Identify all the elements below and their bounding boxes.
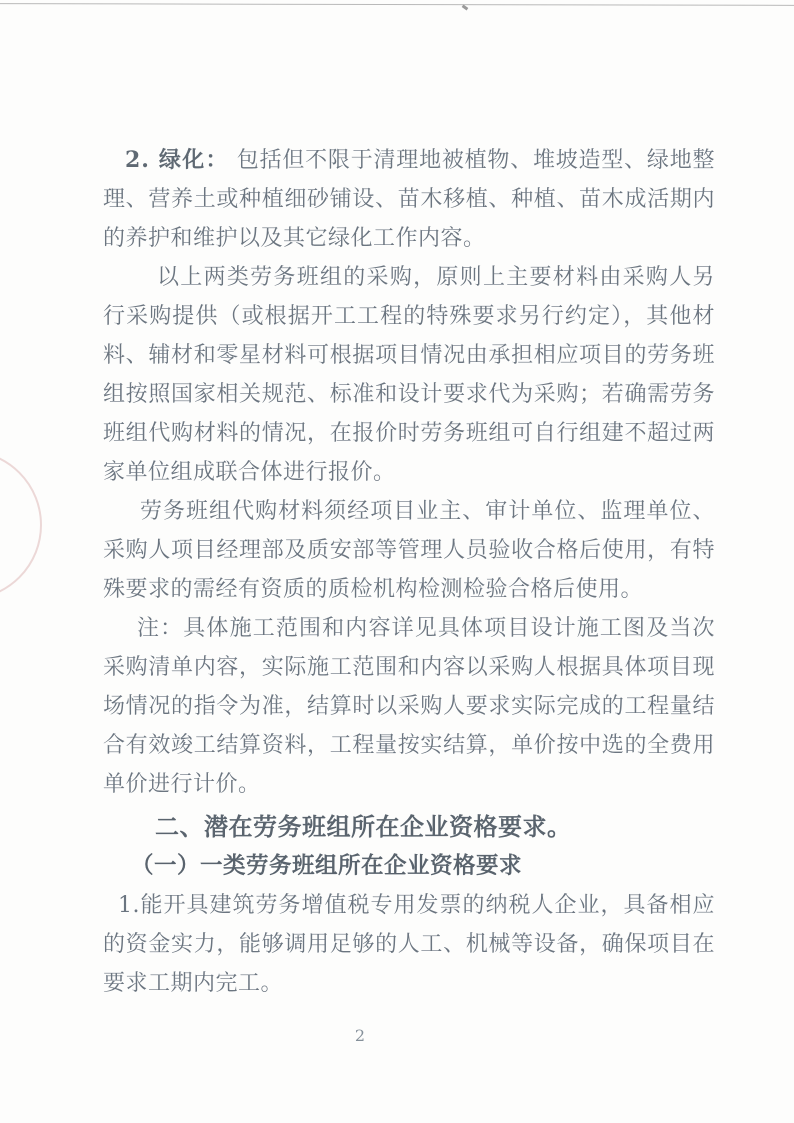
faint-seal-stamp [0,450,42,600]
paragraph-item1-taxpayer: 1.能开具建筑劳务增值税专用发票的纳税人企业，具备相应的资金实力，能够调用足够的人工、机械等设备，确保项目在要求工期内完工。 [103,893,715,996]
paragraph-greening-text: 包括但不限于清理地被植物、堆坡造型、绿地整理、营养土或种植细砂铺设、苗木移植、种植、苗木成活期内的养护和维护以及其它绿化工作内容。 [103,148,715,251]
scan-speck-artifact [462,5,469,11]
paragraph-note: 注：具体施工范围和内容详见具体项目设计施工图及当次采购清单内容，实际施工范围和内容以采购人根据具体项目现场情况的指令为准，结算时以采购人要求实际完成的工程量结合有效竣工结算资料，工程量按实结算，单价按中选的全费用单价进行计价。 [103,616,715,797]
paragraph-procurement-rules: 以上两类劳务班组的采购，原则上主要材料由采购人另行采购提供（或根据开工工程的特殊要求另行约定），其他材料、辅材和零星材料可根据项目情况由承担相应项目的劳务班组按照国家相关规范、标准和设计要求代为采购；若确需劳务班组代购材料的情况，在报价时劳务班组可自行组建不超过两家单位组成联合体进行报价。 [103,265,715,485]
page-number: 2 [354,1026,366,1045]
heading-enterprise-qualification: 二、潜在劳务班组所在企业资格要求。 [155,813,572,841]
paragraph-material-acceptance: 劳务班组代购材料须经项目业主、审计单位、监理单位、采购人项目经理部及质安部等管理人员验收合格后使用，有特殊要求的需经有资质的质检机构检测检验合格后使用。 [103,499,715,602]
document-body [103,141,715,1003]
paragraph-greening [103,141,715,258]
heading-class1-qualification: （一）一类劳务班组所在企业资格要求 [131,853,523,879]
paragraph-greening-label: 2. 绿化： [125,147,229,173]
scan-edge-artifact [0,3,794,6]
